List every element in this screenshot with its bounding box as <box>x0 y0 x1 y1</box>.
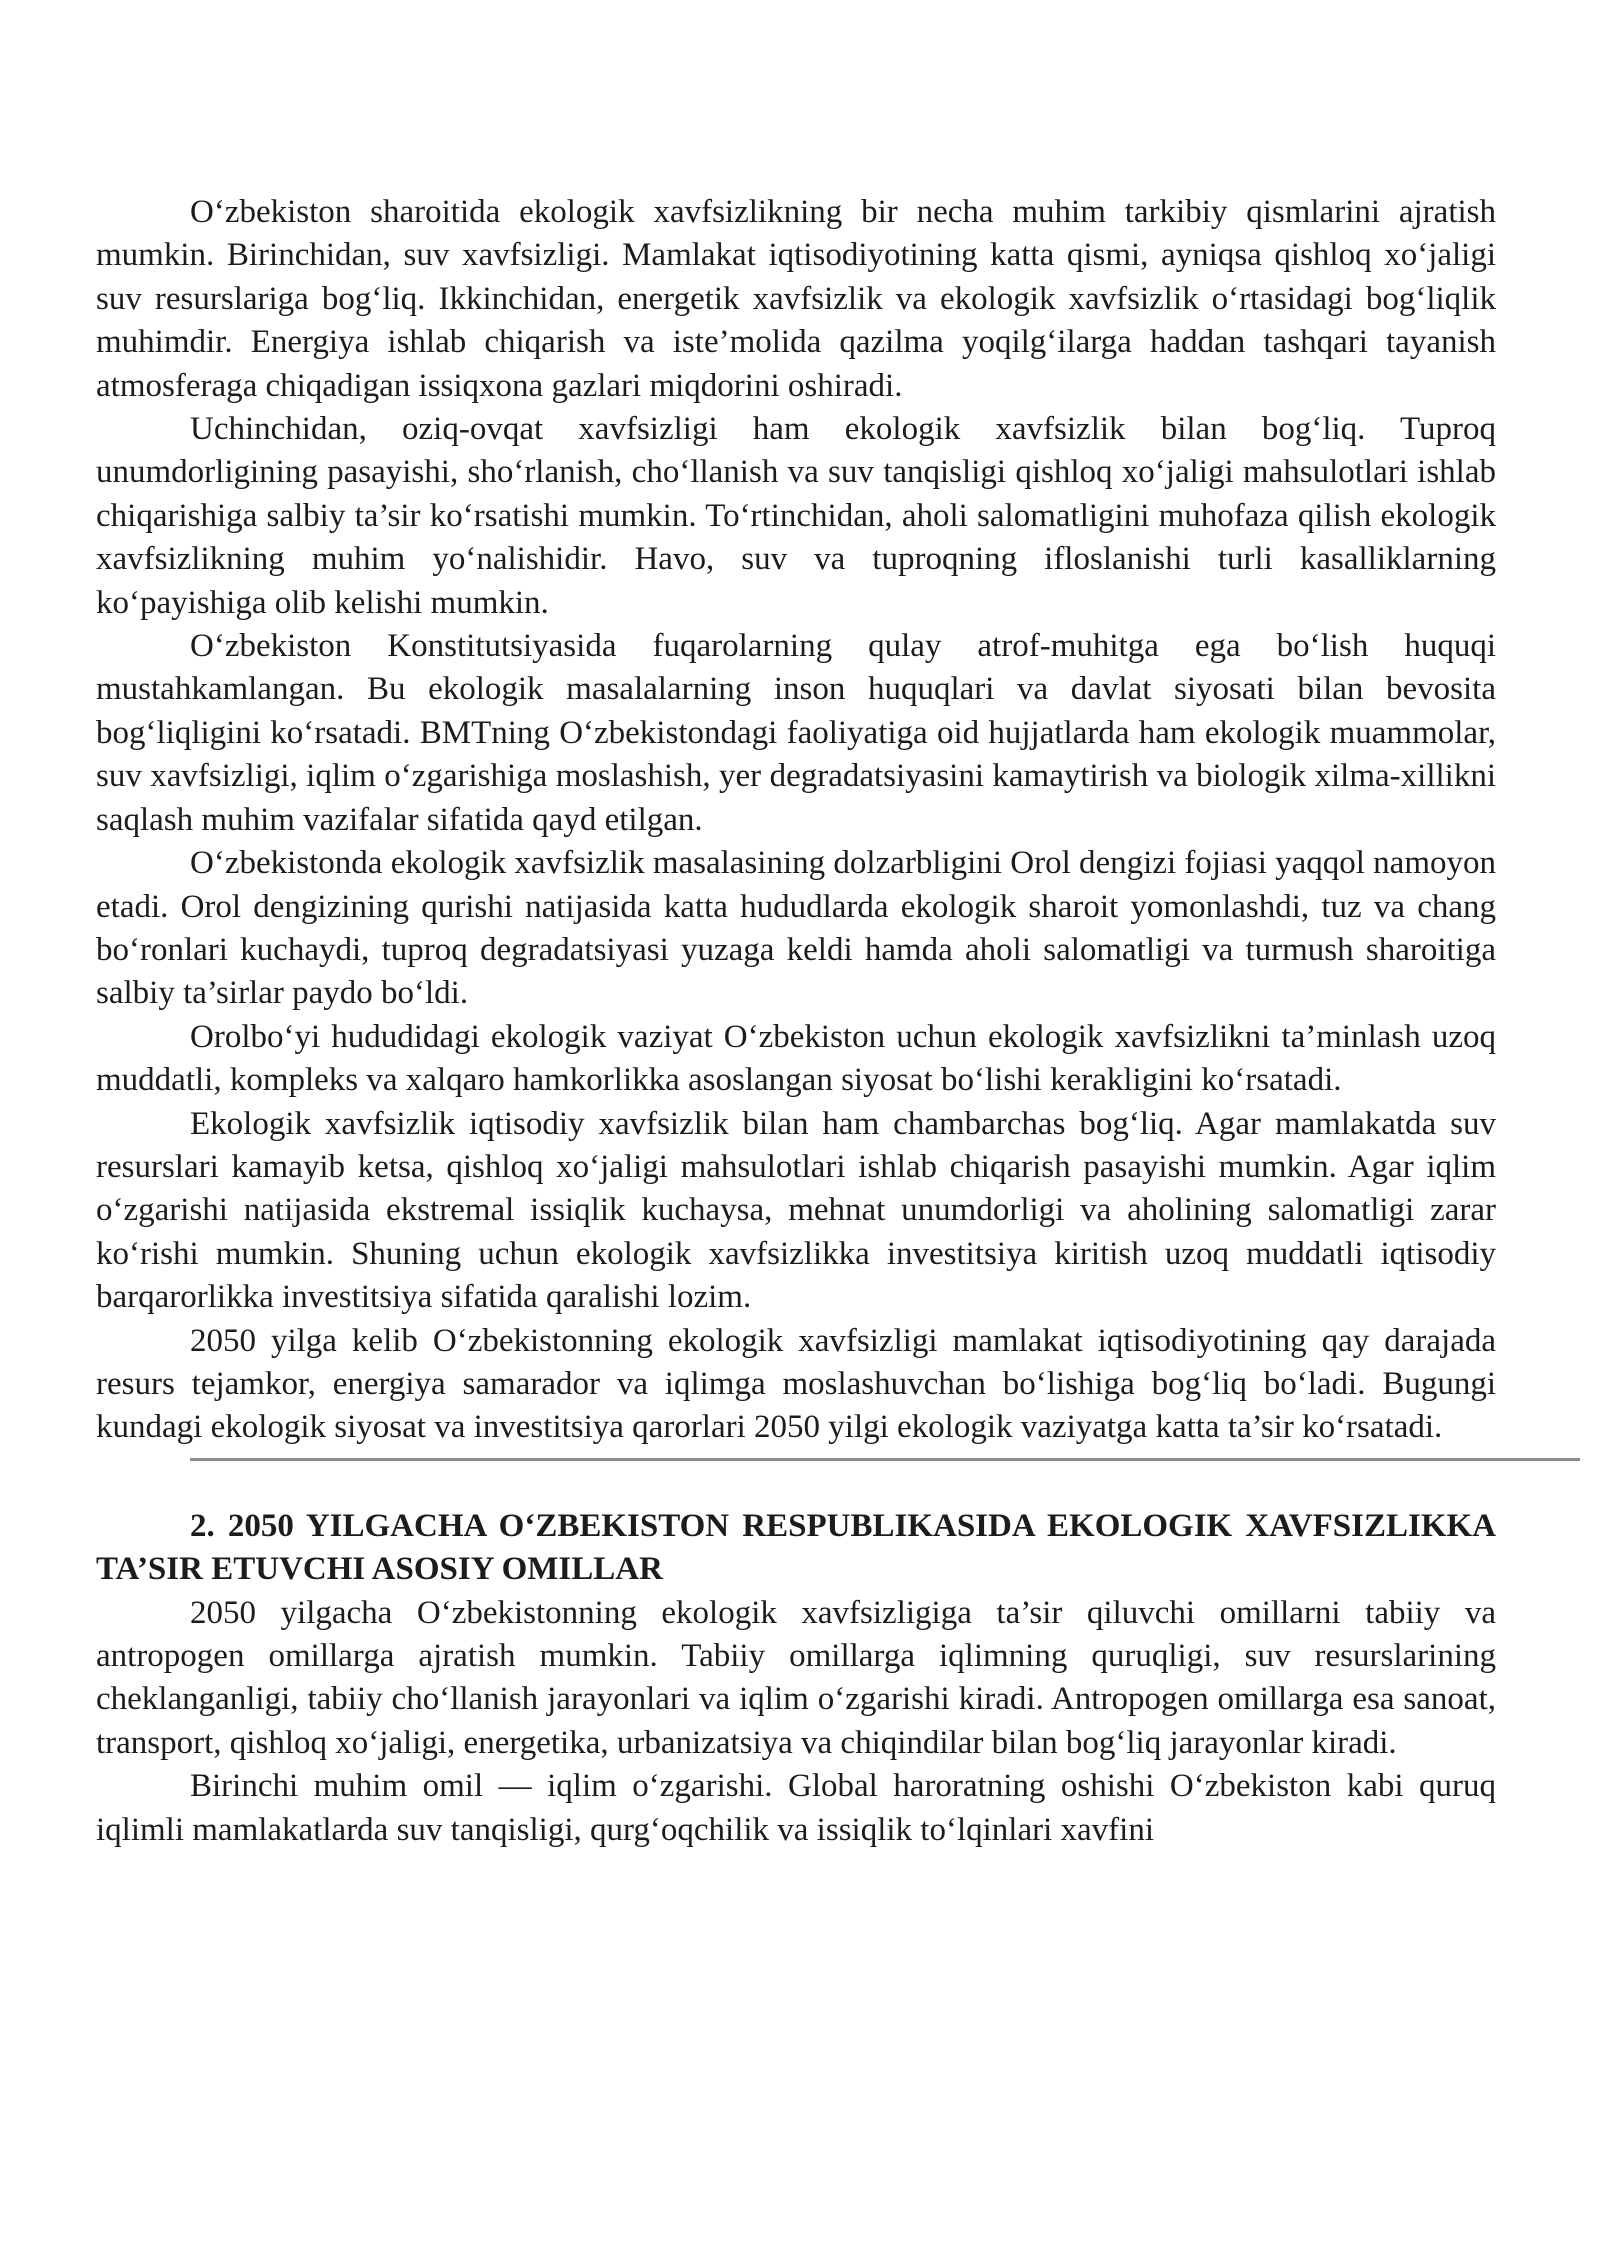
paragraph-2050-outlook: 2050 yilga kelib O‘zbekistonning ekologik xavfsizligi mamlakat iqtisodiyotining qay darajada resurs tejamkor, energiya samarador va iqlimga moslashuvchan bo‘lishiga bog‘liq bo‘ladi. Bugungi kundagi ekologik siyosat va investitsiya qarorlari 2050 yilgi ekologik vaziyatga katta ta’sir ko‘rsatadi. <box>96 1322 1496 1446</box>
paragraph-factors-classification: 2050 yilgacha O‘zbekistonning ekologik xavfsizligiga ta’sir qiluvchi omillarni tabiiy va antropogen omillarga ajratish mumkin. Tabiiy omillarga iqlimning quruqligi, suv resurslarining cheklanganligi, tabiiy cho‘llanish jarayonlari va iqlim o‘zgarishi kiradi. Antropogen omillarga esa sanoat, transport, qishloq xo‘jaligi, energetika, urbanizatsiya va chiqindilar bilan bog‘liq jarayonlar kiradi. <box>96 1594 1496 1761</box>
paragraph-aral-sea: O‘zbekistonda ekologik xavfsizlik masalasining dolzarbligini Orol dengizi fojiasi yaqqol namoyon etadi. Orol dengizining qurishi natijasida katta hududlarda ekologik sharoit yomonlashdi, tuz va chang bo‘ronlari kuchaydi, tuproq degradatsiyasi yuzaga keldi hamda aholi salomatligi va turmush sharoitiga salbiy ta’sirlar paydo bo‘ldi. <box>96 845 1496 1012</box>
paragraph-climate-change: Birinchi muhim omil — iqlim o‘zgarishi. Global haroratning oshishi O‘zbekiston kabi quruq iqlimli mamlakatlarda suv tanqisligi, qurg‘oqchilik va issiqlik to‘lqinlari xavfini <box>96 1768 1496 1848</box>
paragraph-security-components: O‘zbekiston sharoitida ekologik xavfsizlikning bir necha muhim tarkibiy qismlarini ajratish mumkin. Birinchidan, suv xavfsizligi. Mamlakat iqtisodiyotining katta qismi, ayniqsa qishloq xo‘jaligi suv resurslariga bog‘liq. Ikkinchidan, energetik xavfsizlik va ekologik xavfsizlik o‘rtasidagi bog‘liqlik muhimdir. Energiya ishlab chiqarish va iste’molida qazilma yoqilg‘ilarga haddan tashqari tayanish atmosferaga chiqadigan issiqxona gazlari miqdorini oshiradi. <box>96 194 1496 404</box>
paragraph-food-security: Uchinchidan, oziq-ovqat xavfsizligi ham ekologik xavfsizlik bilan bog‘liq. Tuproq unumdorligining pasayishi, sho‘rlanish, cho‘llanish va suv tanqisligi qishloq xo‘jaligi mahsulotlari ishlab chiqarishiga salbiy ta’sir ko‘rsatishi mumkin. To‘rtinchidan, aholi salomatligini muhofaza qilish ekologik xavfsizlikning muhim yo‘nalishidir. Havo, suv va tuproqning ifloslanishi turli kasalliklarning ko‘payishiga olib kelishi mumkin. <box>96 411 1496 621</box>
section-divider <box>190 1458 1580 1461</box>
paragraph-economic-security: Ekologik xavfsizlik iqtisodiy xavfsizlik bilan ham chambarchas bog‘liq. Agar mamlakatda suv resurslari kamayib ketsa, qishloq xo‘jaligi mahsulotlari ishlab chiqarish pasayishi mumkin. Agar iqlim o‘zgarishi natijasida ekstremal issiqlik kuchaysa, mehnat unumdorligi va aholining salomatligi zarar ko‘rishi mumkin. Shuning uchun ekologik xavfsizlikka investitsiya kiritish uzoq muddatli iqtisodiy barqarorlikka investitsiya sifatida qaralishi lozim. <box>96 1105 1496 1316</box>
paragraph-constitution: O‘zbekiston Konstitutsiyasida fuqarolarning qulay atrof-muhitga ega bo‘lish huquqi mustahkamlangan. Bu ekologik masalalarning inson huquqlari va davlat siyosati bilan bevosita bog‘liqligini ko‘rsatadi. BMTning O‘zbekistondagi faoliyatiga oid hujjatlarda ham ekologik muammolar, suv xavfsizligi, iqlim o‘zgarishiga moslashish, yer degradatsiyasini kamaytirish va biologik xilma-xillikni saqlash muhim vazifalar sifatida qayd etilgan. <box>96 628 1496 838</box>
paragraph-aral-region: Orolbo‘yi hududidagi ekologik vaziyat O‘zbekiston uchun ekologik xavfsizlikni ta’minlash uzoq muddatli, kompleks va xalqaro hamkorlikka asoslangan siyosat bo‘lishi kerakligini ko‘rsatadi. <box>96 1018 1496 1099</box>
section-heading: 2. 2050 YILGACHA O‘ZBEKISTON RESPUBLIKASIDA EKOLOGIK XAVFSIZLIKKA TA’SIR ETUVCHI ASOSIY OMILLAR <box>96 1507 1496 1588</box>
document-body <box>96 191 1496 1852</box>
